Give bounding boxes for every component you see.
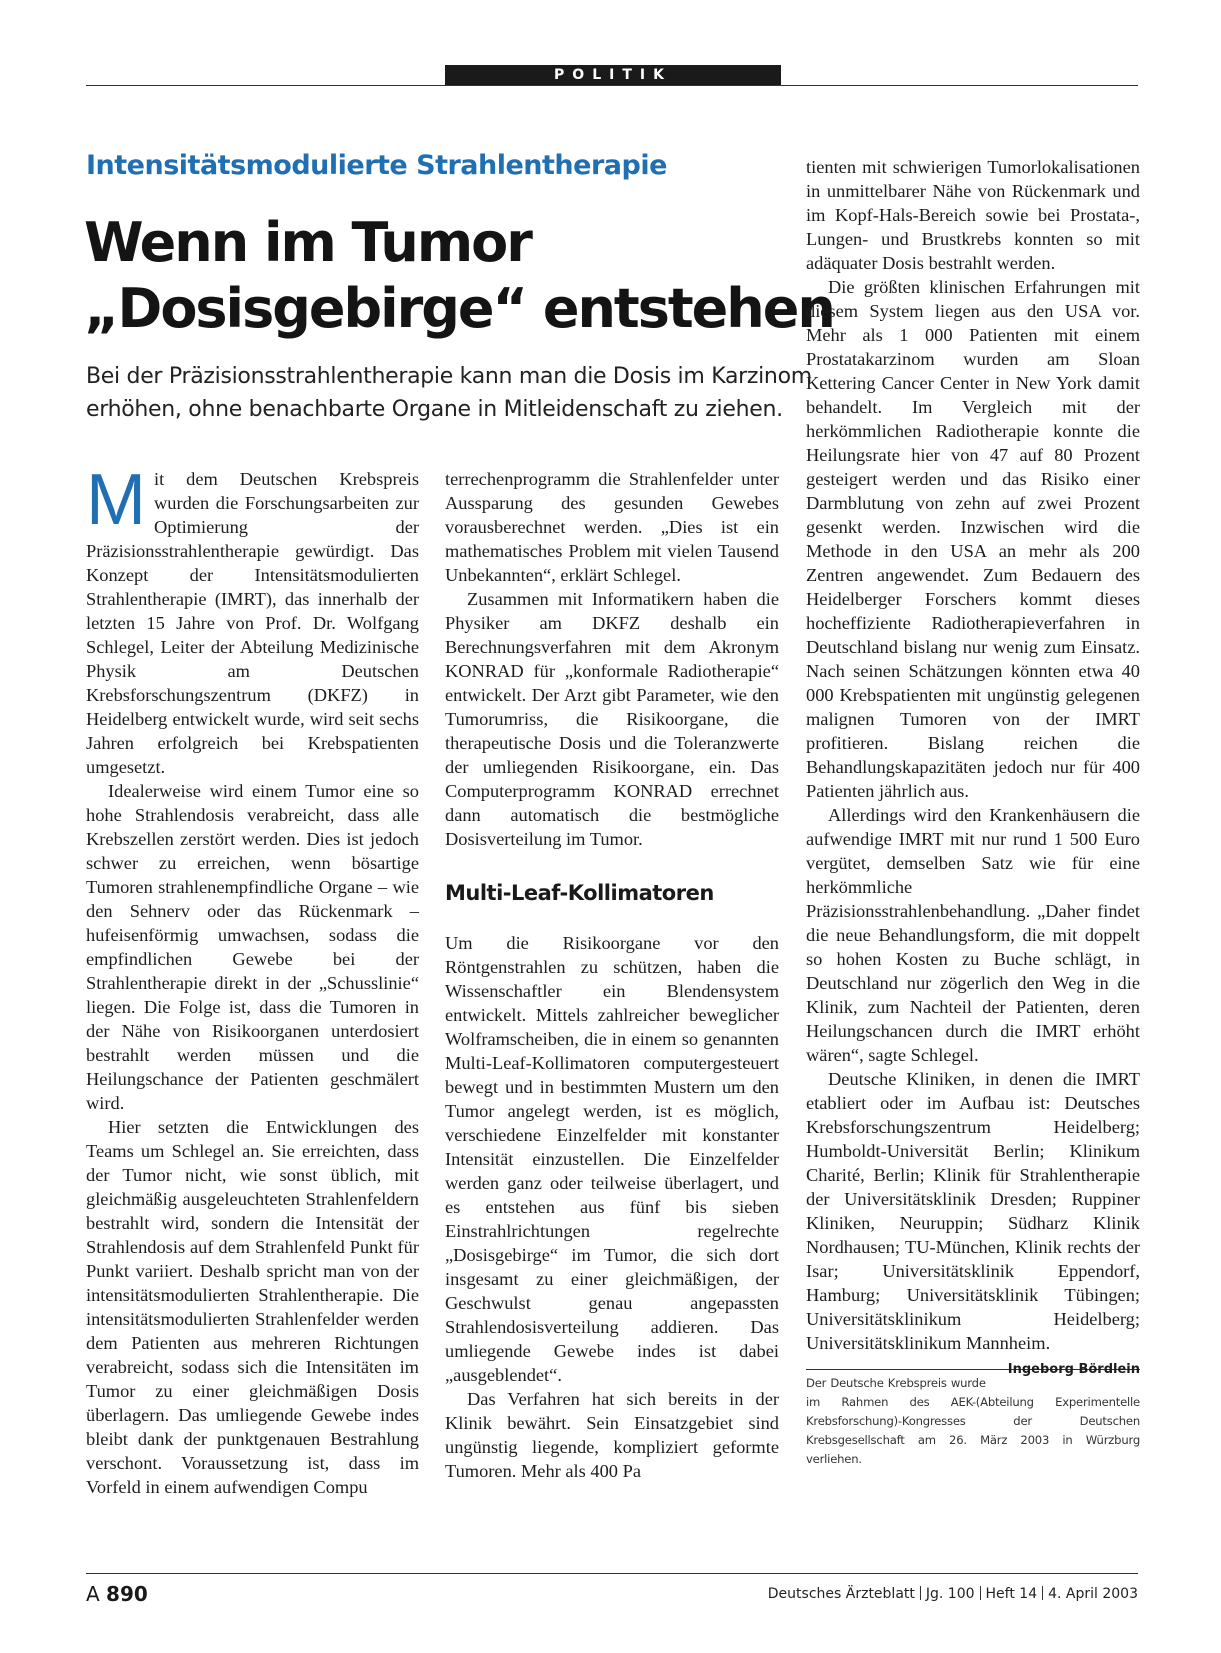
divider — [920, 1586, 921, 1600]
footer-rule — [86, 1573, 1138, 1574]
page-prefix: A — [86, 1582, 100, 1606]
paragraph: Um die Risikoorgane vor den Röntgenstrahlen zu schützen, haben die Wissenschaftler ein Blendensystem entwickelt. Mittels zahlreicher beweglicher Wolframscheiben, die in einem so genannten Multi-Leaf-Kollimatoren computergesteuert bewegt und in bestimmten Mustern um den Tumor angelegt werden, ist es möglich, verschiedene Einzelfelder mit konstanter Intensität einzustellen. Die Einzelfelder werden ganz oder teilweise überlagert, und es entstehen aus fünf bis sieben Einstrahlrichtungen regelrechte „Dosisgebirge“ im Tumor, die sich dort insgesamt zu einer gleichmäßigen, der Geschwulst genau angepassten Strahlendosisverteilung addieren. Das umliegende Gewebe indes ist dabei „ausgeblendet“. — [445, 933, 779, 1385]
article-headline — [84, 210, 834, 342]
journal-issue: Heft 14 — [985, 1586, 1038, 1602]
article-kicker: Intensitätsmodulierte Strahlentherapie — [86, 150, 667, 181]
journal-date: 4. April 2003 — [1048, 1586, 1138, 1602]
paragraph: Hier setzten die Entwicklungen des Teams um Schlegel an. Sie erreichten, dass der Tumor nicht, wie sonst üblich, mit gleichmäßig ausgeleuchteten Strahlenfeldern bestrahlt wird, sondern die Intensität der Strahlendosis auf dem Strahlenfeld Punkt für Punkt variiert. Deshalb spricht man von der intensitätsmodulierten Strahlentherapie. Die intensitätsmodulierten Strahlenfelder werden dem Patienten aus mehreren Richtungen verabreicht, sodass sich die Intensitäten im Tumor zu einer gleichmäßigen Dosis überlagern. Das umliegende Gewebe indes bleibt dank der punktgenauen Bestrahlung verschont. Voraussetzung ist, dass im Vorfeld in einem aufwendigen Compu — [86, 1117, 419, 1497]
drop-cap: M — [86, 460, 146, 540]
article-standfirst — [86, 360, 812, 426]
paragraph: tienten mit schwierigen Tumorlokalisationen in unmittelbarer Nähe von Rückenmark und im Kopf-Hals-Bereich sowie bei Prostata-, Lungen- und Brustkrebs konnten so mit adäquater Dosis bestrahlt werden. — [806, 157, 1140, 273]
divider — [1042, 1586, 1043, 1600]
paragraph: Idealerweise wird einem Tumor eine so hohe Strahlendosis verabreicht, dass alle Krebszellen zerstört werden. Dies ist jedoch schwer zu erreichen, wenn bösartige Tumoren strahlenempfindliche Organe – wie den Sehnerv oder das Rückenmark – hufeisenförmig umwachsen, sodass die empfindlichen Gewebe bei der Strahlentherapie direkt in der „Schusslinie“ liegen. Die Folge ist, dass die Tumoren in der Nähe von Risikoorganen unterdosiert bestrahlt werden müssen und die Heilungschance der Patienten geschmälert wird. — [86, 781, 419, 1113]
journal-name: Deutsches Ärzteblatt — [767, 1586, 915, 1602]
page-number-value: 890 — [106, 1582, 148, 1606]
page-number — [86, 1582, 148, 1606]
footnote: Der Deutsche Krebspreis wurde im Rahmen des AEK-(Abteilung Experimentelle Krebsforschung)-Kongresses der Deutschen Krebsgesellschaft am 26. März 2003 in Würzburg verliehen. — [806, 1376, 1140, 1466]
section-subhead: Multi-Leaf-Kollimatoren — [445, 881, 714, 905]
headline-line-2: „Dosisgebirge“ entstehen — [84, 277, 834, 340]
standfirst-line-2: erhöhen, ohne benachbarte Organe in Mitleidenschaft zu ziehen. — [86, 397, 783, 422]
headline-line-1: Wenn im Tumor — [84, 211, 531, 274]
author-byline: Ingeborg Bördlein — [1007, 1362, 1140, 1377]
journal-volume: Jg. 100 — [925, 1586, 975, 1602]
standfirst-line-1: Bei der Präzisionsstrahlentherapie kann man die Dosis im Karzinom — [86, 364, 812, 389]
paragraph-text: it dem Deutschen Krebspreis wurden die Forschungsarbeiten zur Optimierung der Präzisionsstrahlentherapie gewürdigt. Das Konzept der Intensitätsmodulierten Strahlentherapie (IMRT), das innerhalb der letzten 15 Jahre von Prof. Dr. Wolfgang Schlegel, Leiter der Abteilung Medizinische Physik am Deutschen Krebsforschungszentrum (DKFZ) in Heidelberg entwickelt wurde, wird seit sechs Jahren erfolgreich bei Krebspatienten umgesetzt. — [86, 469, 419, 777]
body-column-1 — [86, 460, 419, 1499]
paragraph — [86, 460, 419, 779]
divider — [980, 1586, 981, 1600]
paragraph: Zusammen mit Informatikern haben die Physiker am DKFZ deshalb ein Berechnungsverfahren mit dem Akronym KONRAD für „konformale Radiotherapie“ entwickelt. Der Arzt gibt Parameter, wie den Tumorumriss, die Risikoorgane, die therapeutische Dosis und die Toleranzwerte der umliegenden Risikoorgane, ein. Das Computerprogramm KONRAD errechnet dann automatisch die bestmögliche Dosisverteilung im Tumor. — [445, 589, 779, 849]
paragraph: Allerdings wird den Krankenhäusern die aufwendige IMRT mit nur rund 1 500 Euro vergütet, demselben Satz wie für eine herkömmliche Präzisionsstrahlenbehandlung. „Daher findet die neue Behandlungsform, die mit doppelt so hohen Kosten zu Buche schlägt, in Deutschland nur zögerlich den Weg in die Klinik, zum Nachteil der Patienten, deren Heilungschancen durch die IMRT erhöht wären“, sagte Schlegel. — [806, 805, 1140, 1065]
section-label: POLITIK — [445, 65, 781, 85]
paragraph — [806, 1067, 1140, 1377]
body-column-2 — [445, 467, 779, 1483]
paragraph: Das Verfahren hat sich bereits in der Klinik bewährt. Sein Einsatzgebiet sind ungünstig liegende, kompliziert geformte Tumoren. Mehr als 400 Pa — [445, 1389, 779, 1481]
paragraph: Die größten klinischen Erfahrungen mit diesem System liegen aus den USA vor. Mehr als 1 000 Patienten mit einem Prostatakarzinom wurden am Sloan Kettering Cancer Center in New York damit behandelt. Im Vergleich mit der herkömmlichen Radiotherapie konnte die Heilungsrate hier von 47 auf 80 Prozent gesteigert werden und das Risiko einer Darmblutung von zehn auf zwei Prozent gesenkt werden. Inzwischen wird die Methode in den USA an mehr als 200 Zentren angewendet. Zum Bedauern des Heidelberger Forschers kommt dieses hocheffiziente Radiotherapieverfahren in Deutschland bislang nur wenig zum Einsatz. Nach seinen Schätzungen könnten etwa 40 000 Krebspatienten mit ungünstig gelegenen malignen Tumoren von der IMRT profitieren. Bislang reichen die Behandlungskapazitäten jedoch nur für 400 Patienten jährlich aus. — [806, 277, 1140, 801]
paragraph-text: Deutsche Kliniken, in denen die IMRT etabliert oder im Aufbau ist: Deutsches Krebsforschungszentrum Heidelberg; Humboldt-Universität Berlin; Klinikum Charité, Berlin; Klinik für Strahlentherapie der Universitätsklinik Dresden; Ruppiner Kliniken, Neuruppin; Südharz Klinik Nordhausen; TU-München, Klinik rechts der Isar; Universitätsklinik Eppendorf, Hamburg; Universitätsklinik Tübingen; Universitätsklinikum Heidelberg; Universitätsklinikum Mannheim. — [806, 1069, 1140, 1353]
body-column-3 — [806, 155, 1140, 1469]
header-rule — [86, 85, 1138, 86]
paragraph: terrechenprogramm die Strahlenfelder unter Aussparung des gesunden Gewebes vorausberechnet werden. „Dies ist ein mathematisches Problem mit vielen Tausend Unbekannten“, erklärt Schlegel. — [445, 469, 779, 585]
journal-info — [768, 1586, 1138, 1602]
